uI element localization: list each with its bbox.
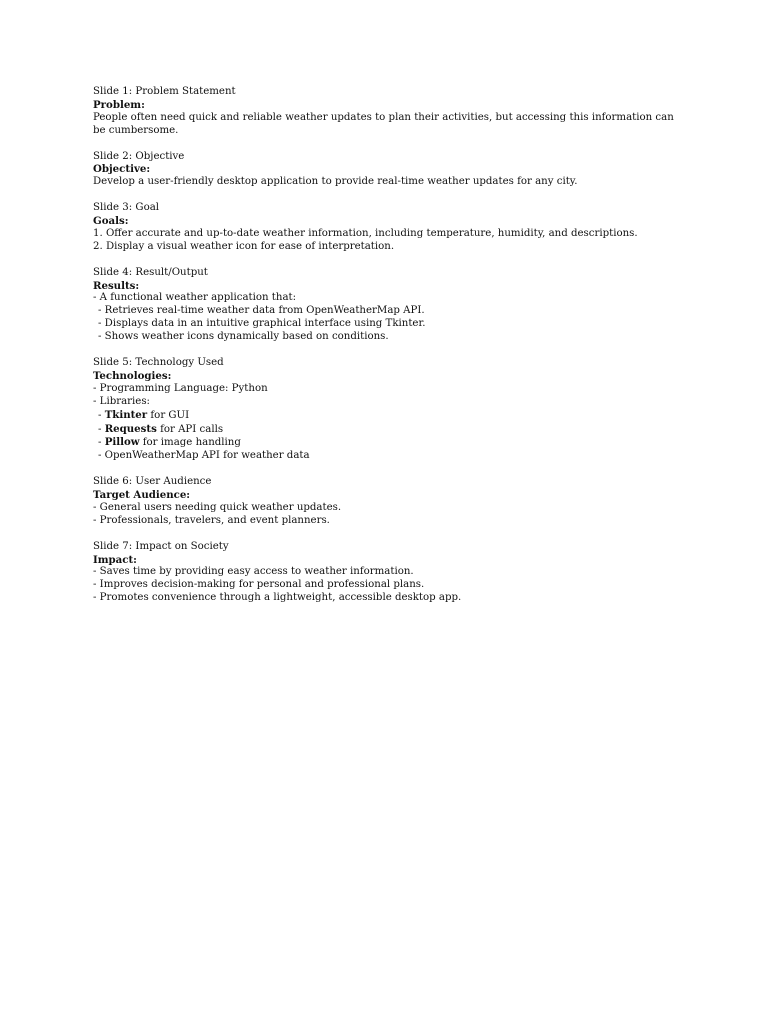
slide-4-section bbox=[93, 267, 678, 344]
slide-2-text: Develop a user-friendly desktop application to provide real-time weather updates for any city. bbox=[93, 176, 578, 188]
slide-2-heading: Objective: bbox=[93, 163, 151, 176]
library-prefix: - bbox=[98, 409, 105, 421]
document-body bbox=[93, 86, 678, 618]
slide-1-heading: Problem: bbox=[93, 98, 145, 111]
api-item: - OpenWeatherMap API for weather data bbox=[98, 450, 310, 462]
library-item bbox=[93, 423, 678, 437]
slide-3-section bbox=[93, 202, 678, 254]
library-prefix: - bbox=[98, 437, 105, 449]
slide-6-title: Slide 6: User Audience bbox=[93, 476, 212, 488]
slide-3-title: Slide 3: Goal bbox=[93, 202, 160, 214]
impact-item: - Promotes convenience through a lightweight, accessible desktop app. bbox=[93, 592, 462, 604]
slide-5-section bbox=[93, 357, 678, 463]
library-item bbox=[93, 436, 678, 450]
slide-5-heading: Technologies: bbox=[93, 369, 172, 382]
slide-1-title: Slide 1: Problem Statement bbox=[93, 86, 236, 97]
slide-4-heading: Results: bbox=[93, 279, 140, 292]
slide-3-heading: Goals: bbox=[93, 215, 129, 228]
library-name: Tkinter bbox=[104, 408, 148, 421]
audience-item: - General users needing quick weather updates. bbox=[93, 501, 342, 513]
impact-item: - Improves decision-making for personal and professional plans. bbox=[93, 579, 425, 591]
libraries-label: - Libraries: bbox=[93, 395, 150, 407]
slide-6-section bbox=[93, 476, 678, 528]
goal-item: 1. Offer accurate and up-to-date weather information, including temperature, humidity, and descriptions. bbox=[93, 227, 638, 239]
slide-5-title: Slide 5: Technology Used bbox=[93, 356, 224, 368]
slide-7-heading: Impact: bbox=[93, 553, 137, 566]
library-description: for API calls bbox=[156, 423, 224, 435]
library-name: Requests bbox=[104, 422, 157, 435]
library-item bbox=[93, 409, 678, 423]
result-item: - Displays data in an intuitive graphical interface using Tkinter. bbox=[98, 318, 426, 330]
audience-item: - Professionals, travelers, and event planners. bbox=[93, 514, 330, 526]
result-item: - Retrieves real-time weather data from OpenWeatherMap API. bbox=[98, 305, 425, 317]
impact-item: - Saves time by providing easy access to weather information. bbox=[93, 566, 414, 578]
slide-2-title: Slide 2: Objective bbox=[93, 150, 185, 162]
slide-7-title: Slide 7: Impact on Society bbox=[93, 540, 229, 552]
result-lead: - A functional weather application that: bbox=[93, 292, 297, 304]
slide-4-title: Slide 4: Result/Output bbox=[93, 266, 208, 278]
slide-1-text: People often need quick and reliable weather updates to plan their activities, but accessing this information can be cumbersome. bbox=[93, 111, 678, 136]
library-prefix: - bbox=[98, 423, 105, 435]
slide-2-section bbox=[93, 151, 678, 190]
goal-item: 2. Display a visual weather icon for ease of interpretation. bbox=[93, 240, 395, 252]
library-description: for GUI bbox=[147, 409, 190, 421]
slide-6-heading: Target Audience: bbox=[93, 489, 191, 502]
library-name: Pillow bbox=[104, 436, 140, 449]
language-item: - Programming Language: Python bbox=[93, 382, 268, 394]
result-item: - Shows weather icons dynamically based on conditions. bbox=[98, 331, 389, 343]
library-description: for image handling bbox=[139, 437, 241, 449]
slide-1-section bbox=[93, 86, 678, 138]
slide-7-section bbox=[93, 541, 678, 606]
